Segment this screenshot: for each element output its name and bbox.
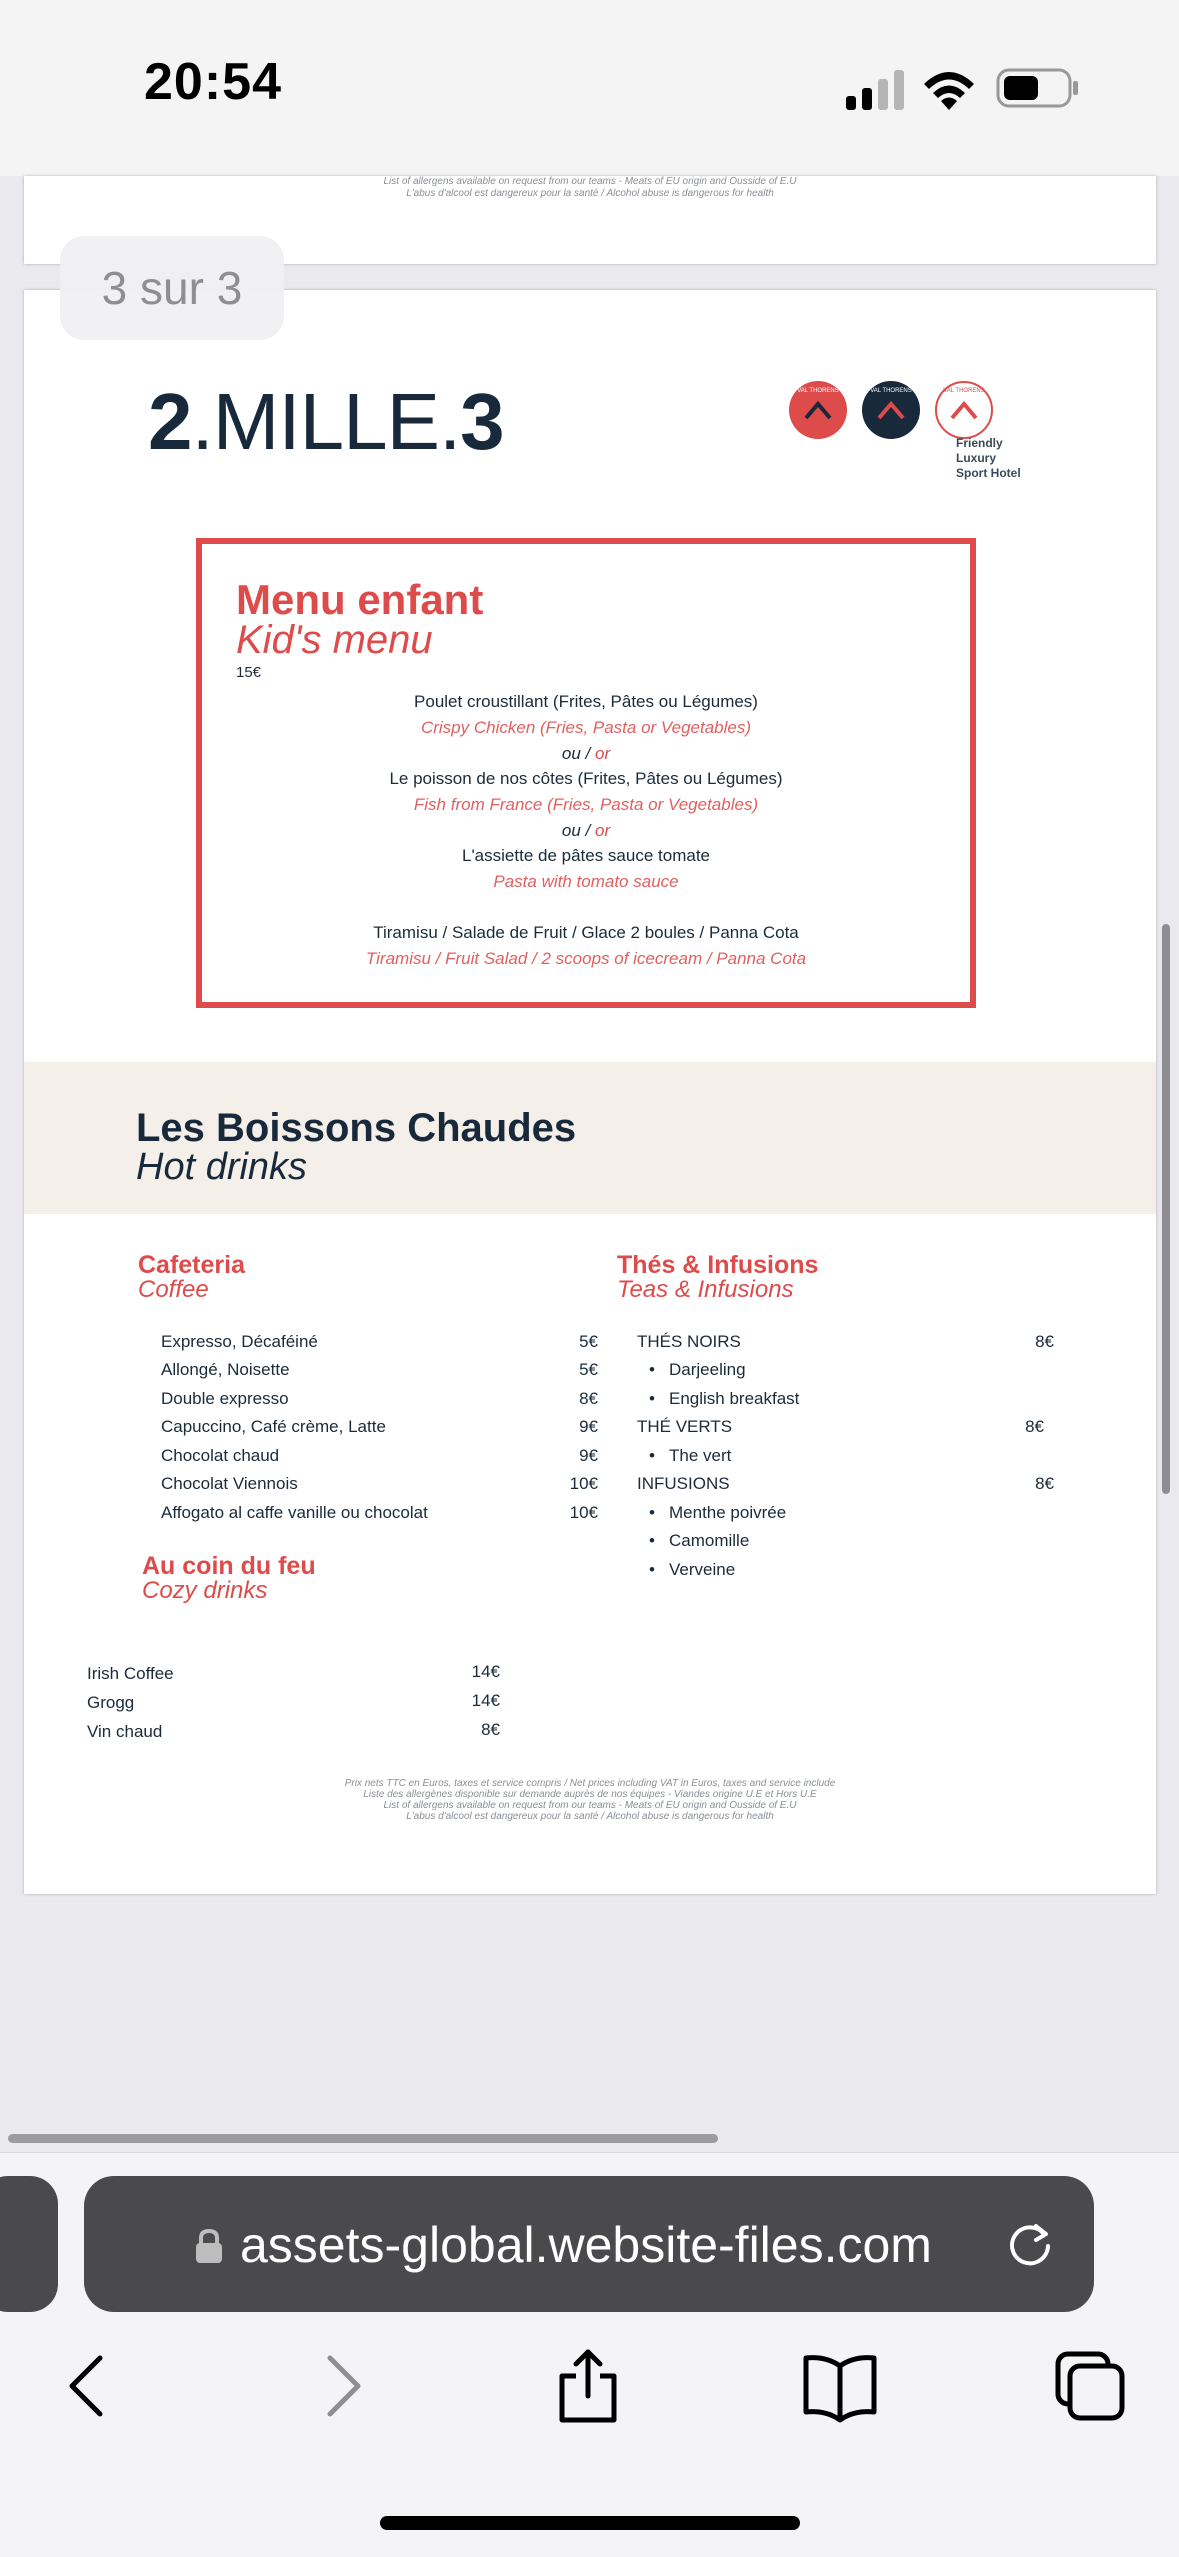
share-icon[interactable] [548, 2346, 628, 2426]
kids-menu-subtitle: Kid's menu [236, 618, 433, 662]
back-icon[interactable] [48, 2346, 128, 2426]
footer-note: L'abus d'alcool est dangereux pour la santé / Alcohol abuse is dangerous for health [406, 1811, 774, 1822]
badge-caption: Friendly Luxury Sport Hotel [956, 436, 1021, 480]
tea-group: THÉ VERTS [637, 1417, 733, 1436]
cafeteria-price: 9€ [579, 1446, 598, 1465]
kids-item-fr: Poulet croustillant (Frites, Pâtes ou Légumes) [414, 692, 758, 711]
kids-item-en: Fish from France (Fries, Pasta or Vegetables) [413, 795, 759, 814]
badge-ring-text: VAL THORENS [943, 388, 985, 394]
page-indicator: 3 sur 3 [60, 236, 284, 340]
tea-group: THÉS NOIRS [637, 1332, 741, 1351]
horizontal-scrollbar[interactable] [8, 2134, 718, 2143]
previous-footer-line: List of allergens available on request from our teams - Meats of EU origin and Ousside of E.U [383, 176, 797, 187]
tea-group-price: 8€ [1025, 1417, 1044, 1436]
tea-item: • Menthe poivrée [669, 1503, 786, 1523]
status-time: 20:54 [144, 53, 282, 111]
cafeteria-item: Double expresso [161, 1389, 289, 1408]
cozy-price: 14€ [471, 1662, 500, 1681]
teas-title: Thés & Infusions [617, 1251, 819, 1279]
menu-page [24, 290, 1156, 1894]
cozy-title: Au coin du feu [142, 1552, 316, 1580]
cafeteria-item: Capuccino, Café crème, Latte [161, 1417, 386, 1436]
cellular-signal-icon [846, 70, 906, 110]
kids-menu-title: Menu enfant [236, 576, 484, 623]
cafeteria-item: Chocolat chaud [161, 1446, 280, 1465]
cozy-item: Grogg [87, 1693, 135, 1712]
lock-icon [194, 2228, 224, 2264]
badge-ring-text: VAL THORENS [797, 388, 839, 394]
kids-menu-box [196, 538, 976, 1008]
hot-drinks-title: Les Boissons Chaudes [136, 1106, 577, 1150]
cafeteria-item: Allongé, Noisette [161, 1360, 290, 1379]
vertical-scrollbar[interactable] [1162, 924, 1170, 1494]
cozy-subtitle: Cozy drinks [142, 1577, 268, 1604]
kids-item-en: Crispy Chicken (Fries, Pasta or Vegetables) [420, 718, 752, 737]
kids-or-separator: ou / or [561, 821, 611, 840]
footer-note: Prix nets TTC en Euros, taxes et service compris / Net prices including VAT in Euros, taxes and service include [344, 1778, 836, 1789]
cafeteria-price: 10€ [569, 1503, 598, 1522]
cafeteria-item: Expresso, Décaféiné [161, 1332, 318, 1351]
forward-icon[interactable] [302, 2346, 382, 2426]
url-text: assets-global.website-files.com [240, 2217, 932, 2273]
teas-subtitle: Teas & Infusions [617, 1276, 794, 1303]
reload-icon[interactable] [1000, 2214, 1060, 2274]
footer-note: List of allergens available on request from our teams - Meats of EU origin and Ousside of E.U [383, 1800, 797, 1811]
kids-item-en: Pasta with tomato sauce [493, 872, 679, 891]
kids-item-fr: L'assiette de pâtes sauce tomate [461, 846, 710, 865]
status-bar [0, 0, 1179, 176]
home-indicator[interactable] [380, 2516, 800, 2530]
cafeteria-price: 10€ [569, 1474, 598, 1493]
badge-ring-text: VAL THORENS [870, 388, 912, 394]
kids-or-separator: ou / or [561, 744, 611, 763]
wifi-icon [920, 66, 978, 110]
hot-drinks-header [24, 1062, 1156, 1214]
cozy-item: Vin chaud [87, 1722, 163, 1741]
tabs-icon[interactable] [1050, 2346, 1130, 2426]
restaurant-logo: 2.MILLE.3 [148, 377, 504, 466]
tea-group-price: 8€ [1035, 1474, 1054, 1493]
cafeteria-title: Cafeteria [138, 1251, 245, 1279]
kids-dessert-en: Tiramisu / Fruit Salad / 2 scoops of icecream / Panna Cota [365, 949, 807, 968]
tea-item: • The vert [669, 1446, 731, 1466]
cafeteria-item: Affogato al caffe vanille ou chocolat [161, 1503, 428, 1522]
tea-item: • Darjeeling [669, 1360, 746, 1380]
cafeteria-item: Chocolat Viennois [161, 1474, 298, 1493]
tea-group: INFUSIONS [637, 1474, 730, 1493]
cafeteria-price: 8€ [579, 1389, 598, 1408]
cozy-item: Irish Coffee [87, 1664, 174, 1683]
kids-dessert-fr: Tiramisu / Salade de Fruit / Glace 2 boules / Panna Cota [373, 923, 799, 942]
tea-item: • English breakfast [669, 1389, 799, 1409]
previous-footer-line: L'abus d'alcool est dangereux pour la santé / Alcohol abuse is dangerous for health [406, 188, 774, 199]
cafeteria-price: 5€ [579, 1332, 598, 1351]
cafeteria-price: 5€ [579, 1360, 598, 1379]
kids-menu-price: 15€ [236, 664, 262, 681]
kids-item-fr: Le poisson de nos côtes (Frites, Pâtes ou Légumes) [389, 769, 783, 788]
tea-item: • Verveine [669, 1560, 735, 1580]
address-bar[interactable] [84, 2176, 1094, 2312]
cafeteria-price: 9€ [579, 1417, 598, 1436]
cozy-price: 14€ [471, 1691, 500, 1710]
footer-note: Liste des allergènes disponible sur demande auprès de nos équipes - Viandes origine U.E et Hors U.E [363, 1789, 817, 1800]
cozy-price: 8€ [481, 1720, 500, 1739]
cafeteria-subtitle: Coffee [138, 1276, 209, 1303]
tea-item: • Camomille [669, 1531, 749, 1551]
bookmarks-icon[interactable] [800, 2346, 880, 2426]
previous-tab-preview[interactable] [0, 2176, 58, 2312]
hot-drinks-subtitle: Hot drinks [136, 1146, 308, 1188]
tea-group-price: 8€ [1035, 1332, 1054, 1351]
battery-icon [996, 66, 1080, 110]
